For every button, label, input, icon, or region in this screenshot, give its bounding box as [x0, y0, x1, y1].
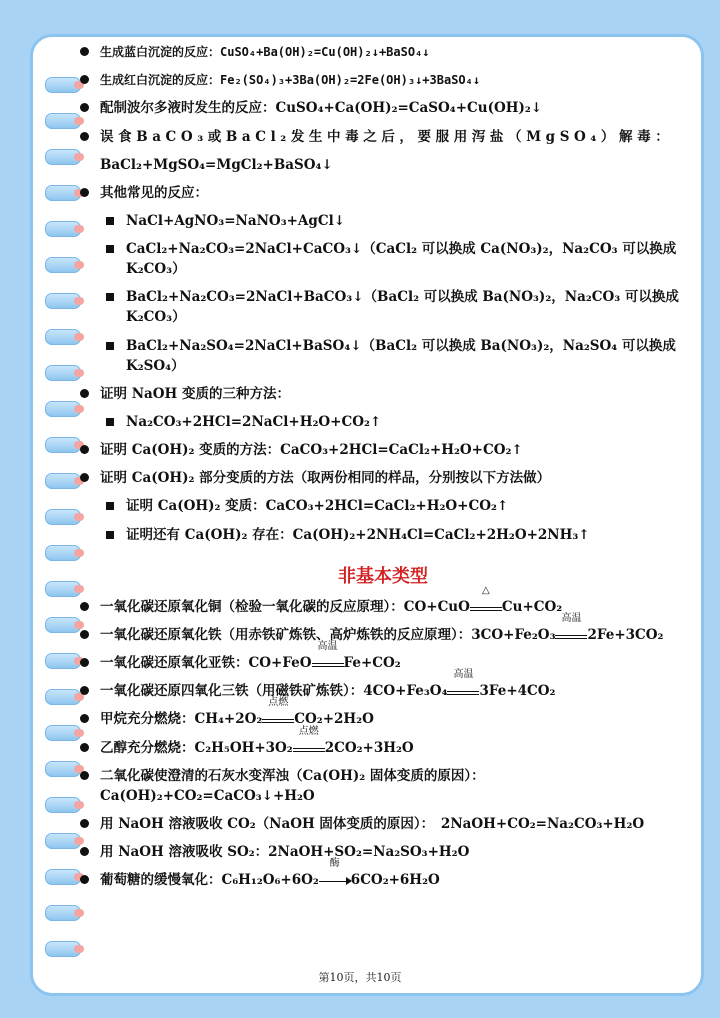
reaction-line: Na₂CO₃+2HCl=2NaCl+H₂O+CO₂↑: [78, 412, 688, 432]
binder-ring: [45, 113, 81, 129]
reaction-line: NaCl+AgNO₃=NaNO₃+AgCl↓: [78, 211, 688, 231]
reaction-line: 证明 NaOH 变质的三种方法：: [78, 384, 688, 404]
bullet-icon: [80, 771, 89, 780]
binder-ring: [45, 437, 81, 453]
binder-ring: [45, 617, 81, 633]
square-bullet-icon: [106, 342, 114, 350]
double-line: [447, 691, 479, 695]
reaction-condition: 高温: [447, 681, 479, 701]
binder-ring: [45, 653, 81, 669]
binder-ring: [45, 509, 81, 525]
reaction-line: 二氧化碳使澄清的石灰水变浑浊（Ca(OH)₂ 固体变质的原因）：Ca(OH)₂+CO₂=CaCO₃↓+H₂O: [78, 766, 688, 806]
notes-content: [78, 42, 688, 899]
reaction-line: BaCl₂+Na₂CO₃=2NaCl+BaCO₃↓（BaCl₂ 可以换成 Ba(NO₃)₂，Na₂CO₃ 可以换成 K₂CO₃）: [78, 287, 688, 327]
binder-ring: [45, 941, 81, 957]
binder-ring: [45, 329, 81, 345]
reaction-line: 乙醇充分燃烧：C₂H₅OH+3O₂ 点燃 2CO₂+3H₂O: [78, 738, 688, 758]
reaction-condition: 点燃: [293, 738, 325, 758]
page-footer: 第10页，共10页: [318, 971, 402, 984]
binder-ring: [45, 905, 81, 921]
bullet-icon: [80, 445, 89, 454]
bullet-icon: [80, 103, 89, 112]
reaction-condition: △: [470, 597, 502, 617]
square-bullet-icon: [106, 245, 114, 253]
bullet-icon: [80, 686, 89, 695]
binder-ring: [45, 761, 81, 777]
binder-ring: [45, 869, 81, 885]
binder-ring: [45, 77, 81, 93]
binder-ring: [45, 185, 81, 201]
bullet-icon: [80, 714, 89, 723]
reaction-line: 一氧化碳还原氧化铜（检验一氧化碳的反应原理）：CO+CuO △ Cu+CO₂: [78, 597, 688, 617]
binder-ring: [45, 833, 81, 849]
reaction-condition: 酶: [319, 870, 351, 890]
binder-ring: [45, 257, 81, 273]
square-bullet-icon: [106, 293, 114, 301]
square-bullet-icon: [106, 217, 114, 225]
bullet-icon: [80, 847, 89, 856]
reaction-condition: 高温: [555, 625, 587, 645]
bullet-icon: [80, 602, 89, 611]
bullet-icon: [80, 819, 89, 828]
binder-ring: [45, 689, 81, 705]
reaction-line: 一氧化碳还原四氧化三铁（用磁铁矿炼铁）：4CO+Fe₃O₄ 高温 3Fe+4CO₂: [78, 681, 688, 701]
reaction-condition: 点燃: [262, 709, 294, 729]
binder-ring: [45, 797, 81, 813]
bullet-icon: [80, 389, 89, 398]
reaction-line: 误食BaCO₃或BaCl₂发生中毒之后，要服用泻盐（MgSO₄）解毒： BaCl₂+MgSO₄=MgCl₂+BaSO₄↓: [78, 127, 688, 175]
reaction-line: 用 NaOH 溶液吸收 CO₂（NaOH 固体变质的原因）： 2NaOH+CO₂=Na₂CO₃+H₂O: [78, 814, 688, 834]
reaction-line: BaCl₂+Na₂SO₄=2NaCl+BaSO₄↓（BaCl₂ 可以换成 Ba(NO₃)₂，Na₂SO₄ 可以换成 K₂SO₄）: [78, 336, 688, 376]
double-line: [312, 663, 344, 667]
double-line: [555, 635, 587, 639]
square-bullet-icon: [106, 531, 114, 539]
reaction-line: 葡萄糖的缓慢氧化：C₆H₁₂O₆+6O₂ 酶 6CO₂+6H₂O: [78, 870, 688, 890]
reaction-line: 用 NaOH 溶液吸收 SO₂：2NaOH+SO₂=Na₂SO₃+H₂O: [78, 842, 688, 862]
reaction-line: 证明 Ca(OH)₂ 部分变质的方法（取两份相同的样品，分别按以下方法做）: [78, 468, 688, 488]
binder-ring: [45, 725, 81, 741]
reaction-line: 证明 Ca(OH)₂ 变质：CaCO₃+2HCl=CaCl₂+H₂O+CO₂↑: [78, 496, 688, 516]
reaction-line: 一氧化碳还原氧化亚铁：CO+FeO 高温 Fe+CO₂: [78, 653, 688, 673]
binder-ring: [45, 365, 81, 381]
bullet-icon: [80, 658, 89, 667]
bullet-icon: [80, 132, 89, 141]
reaction-line: 证明还有 Ca(OH)₂ 存在：Ca(OH)₂+2NH₄Cl=CaCl₂+2H₂O+2NH₃↑: [78, 525, 688, 545]
reaction-line: 甲烷充分燃烧：CH₄+2O₂ 点燃 CO₂+2H₂O: [78, 709, 688, 729]
double-line: [470, 607, 502, 611]
double-line: [262, 719, 294, 723]
bullet-icon: [80, 630, 89, 639]
bullet-icon: [80, 188, 89, 197]
reaction-line: 证明 Ca(OH)₂ 变质的方法：CaCO₃+2HCl=CaCl₂+H₂O+CO₂↑: [78, 440, 688, 460]
bullet-icon: [80, 47, 89, 56]
bullet-icon: [80, 743, 89, 752]
reaction-line: 生成红白沉淀的反应：Fe₂(SO₄)₃+3Ba(OH)₂=2Fe(OH)₃↓+3BaSO₄↓: [78, 70, 688, 90]
section-title: 非基本类型: [338, 565, 428, 587]
binder-ring: [45, 293, 81, 309]
binder-ring: [45, 221, 81, 237]
bullet-icon: [80, 75, 89, 84]
square-bullet-icon: [106, 418, 114, 426]
reaction-line: 其他常见的反应：: [78, 183, 688, 203]
reaction-line: 配制波尔多液时发生的反应：CuSO₄+Ca(OH)₂=CaSO₄+Cu(OH)₂↓: [78, 98, 688, 118]
bullet-icon: [80, 875, 89, 884]
reaction-line: CaCl₂+Na₂CO₃=2NaCl+CaCO₃↓（CaCl₂ 可以换成 Ca(NO₃)₂，Na₂CO₃ 可以换成 K₂CO₃）: [78, 239, 688, 279]
binder-ring: [45, 473, 81, 489]
arrow-icon: [319, 881, 347, 882]
reaction-line: 一氧化碳还原氧化铁（用赤铁矿炼铁、高炉炼铁的反应原理）：3CO+Fe₂O₃ 高温 2Fe+3CO₂: [78, 625, 688, 645]
binder-ring: [45, 545, 81, 561]
binder-ring: [45, 581, 81, 597]
reaction-line: 生成蓝白沉淀的反应：CuSO₄+Ba(OH)₂=Cu(OH)₂↓+BaSO₄↓: [78, 42, 688, 62]
double-line: [293, 748, 325, 752]
binder-ring: [45, 401, 81, 417]
reaction-condition: 高温: [312, 653, 344, 673]
binder-ring: [45, 149, 81, 165]
bullet-icon: [80, 473, 89, 482]
square-bullet-icon: [106, 502, 114, 510]
